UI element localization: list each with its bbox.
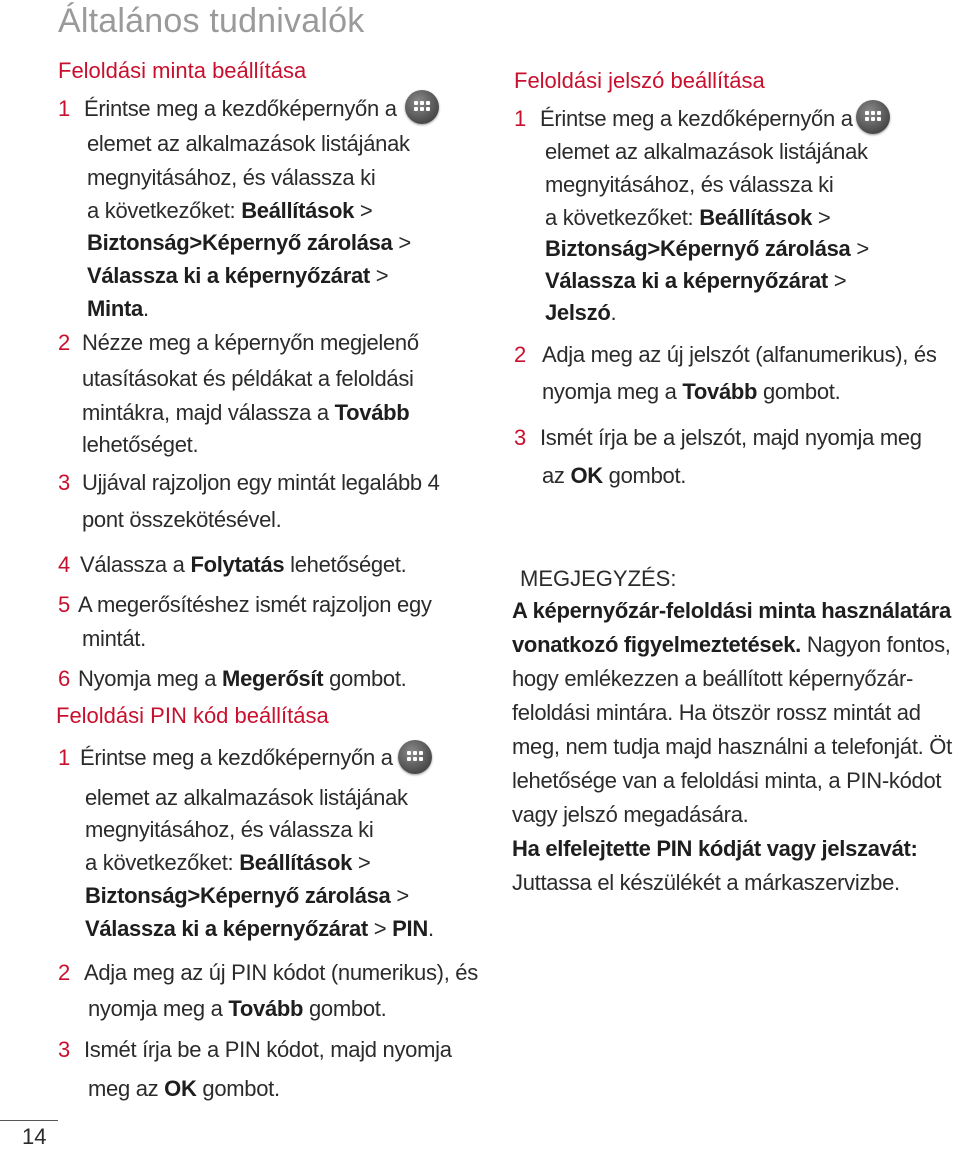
step-text: Ujjával rajzoljon egy mintát legalább 4 [82,470,440,495]
note-text: Juttassa el készülékét a márkaszervizbe. [512,870,900,895]
note-text: hogy emlékezzen a beállított képernyőzár- [512,666,914,691]
step-text: nyomja meg a Tovább gombot. [88,996,387,1021]
step-number: 2 [58,330,71,355]
step-text: Adja meg az új PIN kódot (numerikus), és [84,960,478,985]
step-text: megnyitásához, és válassza ki [87,165,376,190]
step-text: a következőket: Beállítások > [545,205,831,230]
step-text: Adja meg az új jelszót (alfanumerikus), és [542,342,937,367]
step-text: Ismét írja be a jelszót, majd nyomja meg [540,425,922,450]
step-text: a következőket: Beállítások > [85,850,371,875]
step-text: mintát. [82,626,146,651]
note-text: A képernyőzár-feloldási minta használatára [512,598,951,623]
step-number: 2 [58,960,71,985]
page-number: 14 [22,1124,47,1149]
note-text: vonatkozó figyelmeztetések. Nagyon fontos, [512,632,951,657]
step-text: meg az OK gombot. [88,1076,280,1101]
step-text: Jelszó. [545,300,617,325]
page-number-rule [0,1120,58,1121]
step-text: Érintse meg a kezdőképernyőn a [540,106,853,131]
step-text: Válassza ki a képernyőzárat > [545,268,847,293]
step-number: 3 [58,1037,71,1062]
step-text: Biztonság>Képernyő zárolása > [85,883,409,908]
note-text: vagy jelszó megadására. [512,802,749,827]
step-text: Érintse meg a kezdőképernyőn a [80,745,393,770]
note-text: feloldási mintára. Ha ötször rossz mintát ad [512,700,921,725]
step-text: Nézze meg a képernyőn megjelenő [82,330,419,355]
step-number: 2 [514,342,527,367]
step-number: 1 [58,96,71,121]
step-text: mintákra, majd válassza a Tovább [82,400,410,425]
step-number: 1 [514,106,527,131]
step-text: Minta. [87,296,149,321]
step-text: nyomja meg a Tovább gombot. [542,379,841,404]
step-text: Biztonság>Képernyő zárolása > [545,236,869,261]
step-text: Válassza ki a képernyőzárat > PIN. [85,916,434,941]
step-text: Válassza ki a képernyőzárat > [87,263,389,288]
step-text: lehetőséget. [82,432,199,457]
step-text: megnyitásához, és válassza ki [545,172,834,197]
pin-section-title: Feloldási PIN kód beállítása [56,703,329,728]
step-text: A megerősítéshez ismét rajzoljon egy [78,592,432,617]
step-number: 3 [58,470,71,495]
note-text: lehetősége van a feloldási minta, a PIN-kódot [512,768,942,793]
step-text: elemet az alkalmazások listájának [545,139,868,164]
step-text: megnyitásához, és válassza ki [85,817,374,842]
pattern-section-title: Feloldási minta beállítása [58,58,307,83]
step-number: 5 [58,592,71,617]
note-text: meg, nem tudja majd használni a telefonját. Öt [512,734,952,759]
step-text: Ismét írja be a PIN kódot, majd nyomja [84,1037,452,1062]
step-text: elemet az alkalmazások listájának [87,131,410,156]
step-number: 6 [58,666,71,691]
step-number: 3 [514,425,527,450]
step-text: Válassza a Folytatás lehetőséget. [80,552,407,577]
step-text: Biztonság>Képernyő zárolása > [87,230,411,255]
step-text: Nyomja meg a Megerősít gombot. [78,666,407,691]
step-text: utasításokat és példákat a feloldási [82,366,414,391]
password-section-title: Feloldási jelszó beállítása [514,68,765,93]
step-text: Érintse meg a kezdőképernyőn a [84,96,397,121]
note-text: Ha elfelejtette PIN kódját vagy jelszavát: [512,836,918,861]
page-title: Általános tudnivalók [58,2,365,40]
step-text: elemet az alkalmazások listájának [85,785,408,810]
apps-grid-icon [398,740,432,774]
note-heading: MEGJEGYZÉS: [520,566,677,591]
step-number: 4 [58,552,71,577]
apps-grid-icon [856,100,890,134]
step-number: 1 [58,745,71,770]
step-text: pont összekötésével. [82,507,282,532]
apps-grid-icon [405,90,439,124]
step-text: a következőket: Beállítások > [87,198,373,223]
step-text: az OK gombot. [542,463,687,488]
